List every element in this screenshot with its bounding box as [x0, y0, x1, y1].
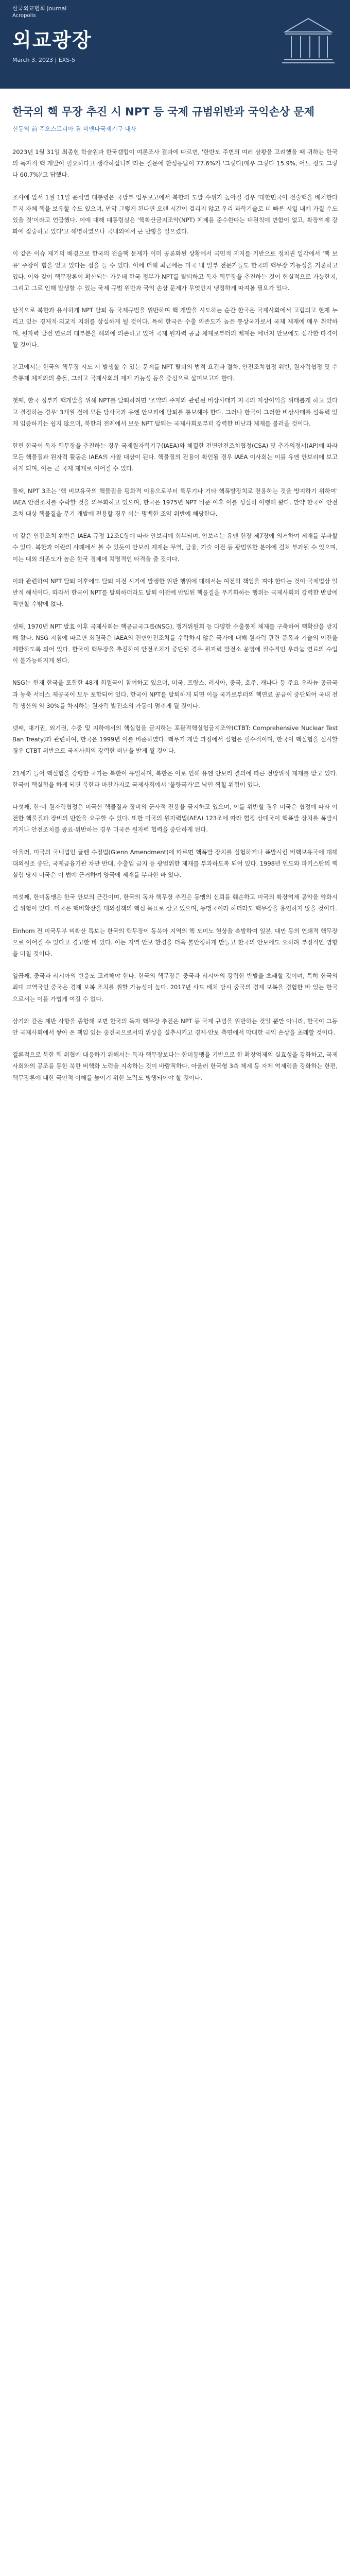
- journal-header: [0, 0, 350, 89]
- article-paragraph: 이 같은 이슈 제기의 배경으로 한국의 전술핵 문제가 이미 공론화된 상황에서 국민적 지지를 기반으로 정치권 일각에서 '핵 보유' 주장이 힘을 얻고 있다는 점을 들 수 있다. 이에 더해 최근에는 미국 내 일부 전문가들도 한국의 핵무장 가능성을 거론하고 있다. 이와 같이 핵무장론이 확산되는 가운데 한국 정부가 NPT를 탈퇴하고 독자 핵무장을 추진하는 것이 현실적으로 가능한지, 그리고 그로 인해 발생할 수 있는 국제 규범 위반과 국익 손상 문제가 무엇인지 냉정하게 따져볼 필요가 있다.: [12, 250, 338, 292]
- article-paragraph: 조사에 앞서 1월 11일 윤석열 대통령은 국방부 업무보고에서 북한의 도발 수위가 높아질 경우 '대한민국이 전술핵을 배치한다든지 자체 핵을 보유할 수도 있으며, 만약 그렇게 된다면 오랜 시간이 걸리지 않고 우리 과학기술로 더 빠른 시일 내에 가질 수도 있을 것'이라고 언급했다. 이에 대해 대통령실은 '핵확산금지조약(NPT) 체제를 준수한다는 대원칙에 변함이 없고, 확장억제 강화에 집중하고 있다'고 해명하였으나 국내외에서 큰 반향을 일으켰다.: [12, 193, 338, 235]
- journal-subtitle: Acropolis: [12, 13, 36, 19]
- article-paragraph: 둘째, NPT 3조는 '핵 비보유국의 핵물질을 평화적 이용으로부터 핵무기나 기타 핵폭발장치로 전용하는 것을 방지하기 위하여' IAEA 안전조치를 수락할 것을 의무화하고 있으며, 한국은 1975년 NPT 비준 이후 이를 성실히 이행해 왔다. 만약 한국이 안전조치 대상 핵물질을 무기 개발에 전용할 경우 이는 명백한 조약 위반에 해당한다.: [12, 487, 338, 518]
- article-content: [0, 89, 350, 1083]
- article-paragraph: 아울러, 미국의 국내법인 글렌 수정법(Glenn Amendment)에 따르면 핵폭발 장치를 실험하거나 폭발시킨 비핵보유국에 대해 대외원조 중단, 국제금융기관 차관 반대, 수출입 금지 등 광범위한 제재를 부과하도록 되어 있다. 1998년 인도와 파키스탄의 핵실험 당시 미국은 이 법에 근거하여 양국에 제재를 부과한 바 있다.: [12, 848, 338, 878]
- article-paragraph: NSG는 현재 한국을 포함한 48개 회원국이 참여하고 있으며, 미국, 프랑스, 러시아, 중국, 호주, 캐나다 등 주요 우라늄 공급국과 농축 서비스 제공국이 모두 포함되어 있다. 한국이 NPT를 탈퇴하게 되면 이들 국가로부터의 핵연료 공급이 중단되어 국내 전력 생산의 약 30%를 차지하는 원자력 발전소의 가동이 멈추게 될 것이다.: [12, 679, 338, 709]
- article-paragraph: 한편 한국이 독자 핵무장을 추진하는 경우 국제원자력기구(IAEA)와 체결한 전면안전조치협정(CSA) 및 추가의정서(AP)에 따라 모든 핵물질과 원자력 활동은 IAEA의 사찰 대상이 된다. 핵물질의 전용이 확인될 경우 IAEA 이사회는 이를 유엔 안보리에 보고하게 되며, 이는 곧 국제 제재로 이어질 수 있다.: [12, 442, 338, 472]
- article-paragraph: Einhorn 전 미국무부 비확산 특보는 한국의 핵무장이 동북아 지역의 핵 도미노 현상을 촉발하여 일본, 대만 등의 연쇄적 핵무장으로 이어질 수 있다고 경고한 바 있다. 이는 지역 안보 환경을 더욱 불안정하게 만들고 한국의 안보에도 오히려 부정적인 영향을 미칠 것이다.: [12, 927, 338, 957]
- article-paragraph: 상기와 같은 제반 사항을 종합해 보면 한국의 독자 핵무장 추진은 NPT 등 국제 규범을 위반하는 것일 뿐만 아니라, 한국이 그동안 국제사회에서 쌓아 온 책임 있는 중견국으로서의 위상을 실추시키고 경제·안보 측면에서 막대한 국익 손상을 초래할 것이다.: [12, 1017, 338, 1036]
- journal-name: 한국외교협회 Journal: [12, 5, 67, 12]
- article-paragraph: 21세기 들어 핵실험을 강행한 국가는 북한이 유일하며, 북한은 이로 인해 유엔 안보리 결의에 따른 전방위적 제재를 받고 있다. 한국이 핵실험을 하게 되면 북한과 마찬가지로 국제사회에서 '불량국가'로 낙인 찍힐 위험이 있다.: [12, 769, 338, 788]
- article-paragraph: 여섯째, 한미동맹은 한국 안보의 근간이며, 한국의 독자 핵무장 추진은 동맹의 신뢰를 훼손하고 미국의 확장억제 공약을 약화시킬 위험이 있다. 미국은 핵비확산을 대외정책의 핵심 목표로 삼고 있으며, 동맹국이라 하더라도 핵무장을 용인하지 않을 것이다.: [12, 893, 338, 912]
- article-paragraph: 이 같은 안전조치 위반은 IAEA 규정 12조C항에 따라 안보리에 회부되며, 안보리는 유엔 헌장 제7장에 의거하여 제재를 부과할 수 있다. 북한과 이란의 사례에서 볼 수 있듯이 안보리 제재는 무역, 금융, 기술 이전 등 광범위한 분야에 걸쳐 부과될 수 있으며, 이는 대외 의존도가 높은 한국 경제에 치명적인 타격을 줄 것이다.: [12, 532, 338, 563]
- article-paragraph: 본고에서는 한국의 핵무장 시도 시 발생할 수 있는 문제를 NPT 탈퇴의 법적 요건과 절차, 안전조치협정 위반, 원자력협정 및 수출통제 체제와의 충돌, 그리고 국제사회의 제재 가능성 등을 중심으로 살펴보고자 한다.: [12, 363, 338, 382]
- article-paragraph: 이와 관련하여 NPT 탈퇴 이후에도 탈퇴 이전 시기에 발생한 위반 행위에 대해서는 여전히 책임을 져야 한다는 것이 국제법상 일반적 해석이다. 따라서 한국이 NPT를 탈퇴하더라도 탈퇴 이전에 반입된 핵물질을 무기화하는 행위는 국제사회의 강력한 반발에 직면할 수밖에 없다.: [12, 577, 338, 608]
- article-body: [12, 146, 338, 1083]
- article-paragraph: 넷째, 대기권, 외기권, 수중 및 지하에서의 핵실험을 금지하는 포괄적핵실험금지조약(CTBT: Comprehensive Nuclear Test Ban Treaty)과 관련하여, 한국은 1999년 이를 비준하였다. 핵무기 개발 과정에서 실험은 필수적이며, 한국이 핵실험을 실시할 경우 CTBT 위반으로 국제사회의 강력한 비난을 받게 될 것이다.: [12, 724, 338, 755]
- article-paragraph: 2023년 1월 31일 최종현 학술원과 한국갤럽이 여론조사 결과에 따르면, '한반도 주변의 여러 상황을 고려했을 때 귀하는 한국의 독자적 핵 개발이 필요하다고 생각하십니까'라는 질문에 찬성응답이 77.6%가 '그렇다(매우 그렇다 15.9%, 어느 정도 그렇다 60.7%)'고 답했다.: [12, 148, 338, 179]
- publication-date: March 3, 2023 | EXS-5: [12, 57, 76, 63]
- building-illustration-icon: [280, 12, 337, 69]
- author-byline: 신동익 前 주오스트리아 겸 비엔나국제기구 대사: [12, 125, 136, 132]
- publication-title: 외교광장: [12, 29, 92, 52]
- article-paragraph: 셋째, 1970년 NPT 발효 이후 국제사회는 핵공급국그룹(NSG), 쟁거위원회 등 다양한 수출통제 체제를 구축하여 핵확산을 방지해 왔다. NSG 지침에 따르면 회원국은 IAEA의 전면안전조치를 수락하지 않은 국가에 대해 원자력 관련 품목과 기술의 이전을 제한하도록 되어 있다. 한국이 핵무장을 추진하여 안전조치가 중단될 경우 원자력 발전소 운영에 필수적인 우라늄 연료의 수입이 불가능해지게 된다.: [12, 622, 338, 665]
- article-paragraph: 일곱째, 중국과 러시아의 반응도 고려해야 한다. 한국의 핵무장은 중국과 러시아의 강력한 반발을 초래할 것이며, 특히 한국의 최대 교역국인 중국은 경제 보복 조치를 취할 가능성이 높다. 2017년 사드 배치 당시 중국의 경제 보복을 경험한 바 있는 한국으로서는 이를 가볍게 여길 수 없다.: [12, 972, 338, 1003]
- article-paragraph: 다섯째, 한·미 원자력협정은 미국산 핵물질과 장비의 군사적 전용을 금지하고 있으며, 이를 위반할 경우 미국은 협정에 따라 이전한 핵물질과 장비의 반환을 요구할 수 있다. 또한 미국의 원자력법(AEA) 123조에 따라 협정 상대국이 핵폭발 장치를 폭발시키거나 안전조치를 종료·위반하는 경우 미국은 원자력 협력을 중단하게 된다.: [12, 803, 338, 834]
- article-title: 한국의 핵 무장 추진 시 NPT 등 국제 규범위반과 국익손상 문제: [12, 106, 314, 118]
- article-paragraph: 단적으로 북한과 유사하게 NPT 탈퇴 등 국제규범을 위반하며 핵 개발을 시도하는 순간 한국은 국제사회에서 고립되고 현재 누리고 있는 경제적·외교적 지위를 상실하게 될 것이다. 특히 한국은 수출 의존도가 높은 통상국가로서 국제 제재에 매우 취약하며, 원자력 발전 연료의 대부분을 해외에 의존하고 있어 국제 원자력 공급 체제로부터의 배제는 에너지 안보에도 심각한 타격이 될 것이다.: [12, 307, 338, 348]
- article-paragraph: 첫째, 한국 정부가 핵개발을 위해 NPT를 탈퇴하려면 '조약의 주제와 관련된 비상사태가 자국의 지상이익을 위태롭게 하고 있다고 결정하는 경우' 3개월 전에 모든 당사국과 유엔 안보리에 탈퇴를 통보해야 한다. 그러나 한국이 그러한 비상사태를 설득력 있게 입증하기는 쉽지 않으며, 북한의 전례에서 보듯 NPT 탈퇴는 국제사회로부터 강력한 비난과 제재를 불러올 것이다.: [12, 397, 338, 427]
- article-paragraph: 결론적으로 북한 핵 위협에 대응하기 위해서는 독자 핵무장보다는 한미동맹을 기반으로 한 확장억제의 실효성을 강화하고, 국제사회와의 공조를 통한 북한 비핵화 노력을 지속하는 것이 바람직하다. 아울러 한국형 3축 체계 등 자체 억제력을 강화하는 한편, 핵무장론에 대한 국민적 이해를 높이기 위한 노력도 병행되어야 할 것이다.: [12, 1051, 338, 1081]
